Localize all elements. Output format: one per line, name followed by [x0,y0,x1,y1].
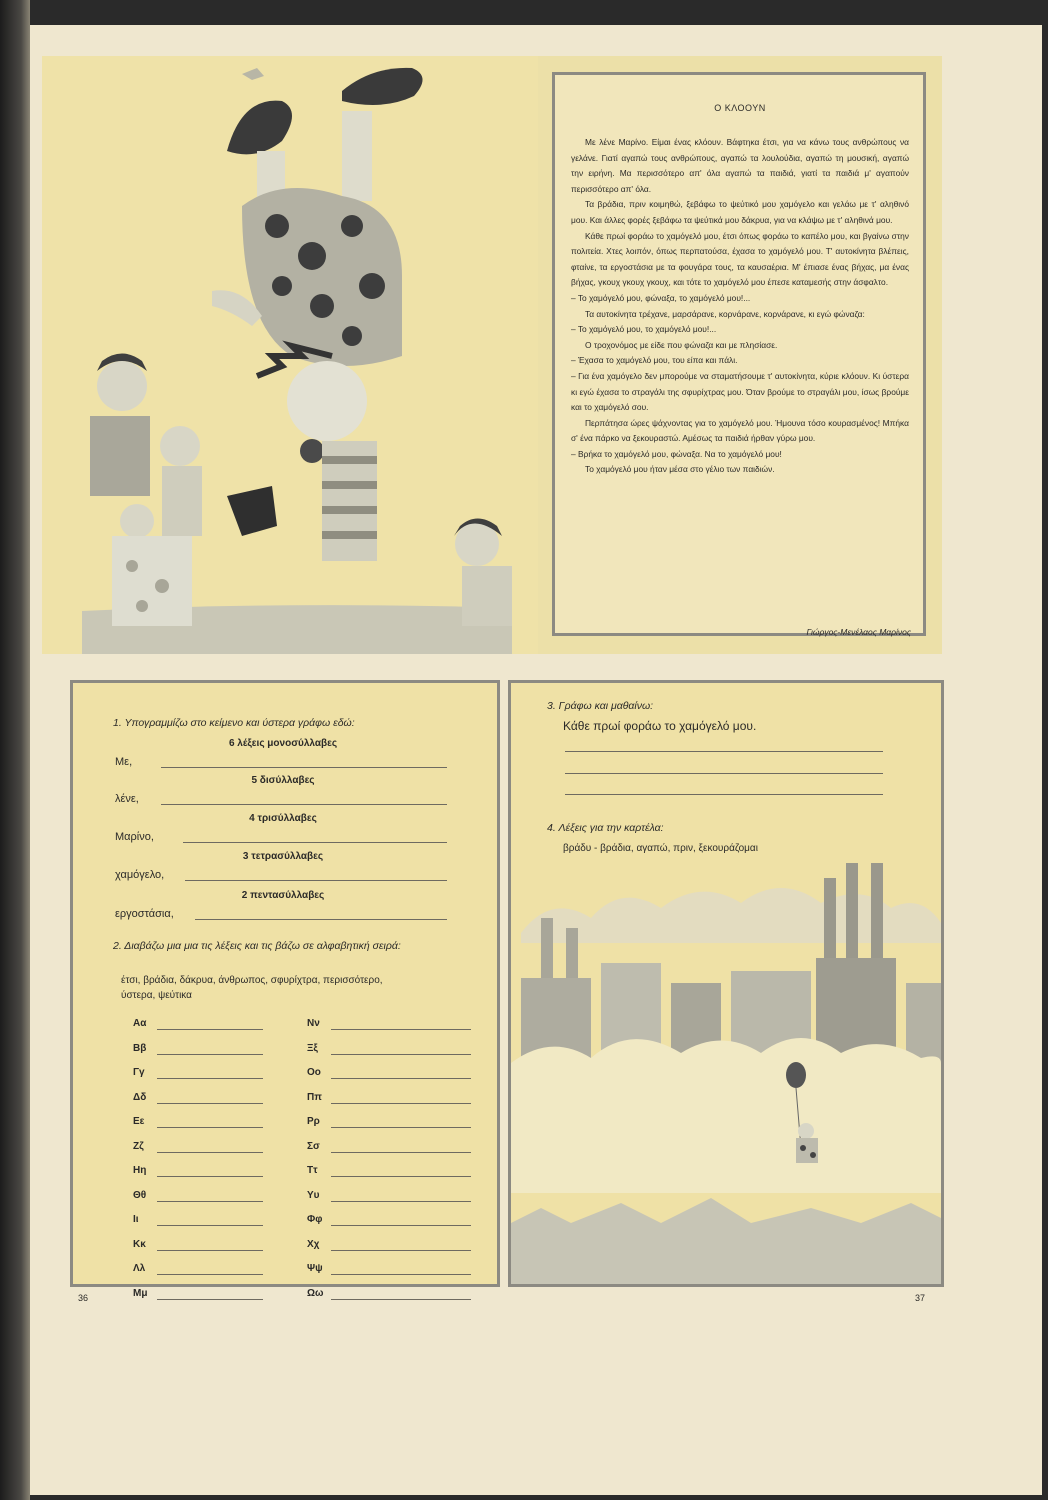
answer-line[interactable] [183,842,447,843]
exercise-box-right [508,680,944,1287]
story-panel [538,56,942,654]
alphabet-letter-left: Ιι [133,1214,139,1225]
group-word: λένε, [115,793,139,805]
writing-line[interactable] [565,773,883,774]
group-word: Με, [115,756,133,768]
child [90,416,150,496]
factory-balloon-illustration [511,863,941,1287]
alphabet-letter-left: Δδ [133,1091,147,1103]
clown-illustration [42,56,538,654]
alphabet-letter-right: Ψψ [307,1263,323,1274]
alphabet-answer-line[interactable] [331,1152,471,1153]
word-list-line-1: έτσι, βράδια, δάκρυα, άνθρωπος, σφυρίχτρα, περισσότερο, [121,975,383,986]
clown-scene-image [42,56,538,654]
alphabet-letter-left: Κκ [133,1238,146,1250]
alphabet-letter-right: Ττ [307,1165,318,1176]
alphabet-answer-line[interactable] [157,1103,263,1104]
exercise-3-sentence: Κάθε πρωί φοράω το χαμόγελό μου. [563,719,757,733]
alphabet-answer-line[interactable] [331,1274,471,1275]
exercise-1-instruction: 1. Υπογραμμίζω στο κείμενο και ύστερα γράφω εδώ: [113,717,355,729]
alphabet-answer-line[interactable] [331,1225,471,1226]
word-list-line-2: ύστερα, ψεύτικα [121,990,192,1001]
child [120,504,154,538]
alphabet-letter-left: Γγ [133,1067,145,1078]
exercise-4-instruction: 4. Λέξεις για την καρτέλα: [547,822,664,834]
alphabet-answer-line[interactable] [331,1078,471,1079]
exercise-2-instruction: 2. Διαβάζω μια μια τις λέξεις και τις βάζω σε αλφαβητική σειρά: [113,940,401,952]
alphabet-letter-left: Εε [133,1116,145,1127]
alphabet-answer-line[interactable] [157,1201,263,1202]
alphabet-letter-right: Σσ [307,1140,320,1152]
alphabet-letter-left: Αα [133,1018,147,1029]
story-paragraph: Τα βράδια, πριν κοιμηθώ, ξεβάφω το ψεύτικό μου χαμόγελο και γελάω με τ' αληθινό μου. Και άλλες φορές ξεβάφω τα ψεύτικά μου δάκρυα, για να κλάψω με τ' αληθινά μου. [571,199,909,225]
story-frame [552,72,926,636]
writing-line[interactable] [565,751,883,752]
book-binding [0,0,30,1500]
story-paragraph: Ο τροχονόμος με είδε που φώναζα και με πλησίασε. [585,339,778,350]
answer-line[interactable] [161,767,447,768]
group-heading: 4 τρισύλλαβες [249,813,317,824]
alphabet-answer-line[interactable] [157,1299,263,1300]
answer-line[interactable] [195,919,447,920]
alphabet-answer-line[interactable] [157,1250,263,1251]
story-paragraph: – Βρήκα το χαμόγελό μου, φώναξα. Να το χαμόγελό μου! [571,448,782,459]
story-paragraph: – Έχασα το χαμόγελό μου, του είπα και πάλι. [571,355,738,366]
alphabet-letter-left: Ββ [133,1042,147,1054]
alphabet-letter-left: Ζζ [133,1140,144,1152]
story-paragraph: – Το χαμόγελό μου, φώναξα, το χαμόγελό μου!... [571,292,751,303]
group-word: χαμόγελο, [115,869,165,881]
alphabet-answer-line[interactable] [157,1029,263,1030]
alphabet-letter-right: Φφ [307,1214,323,1225]
page-number-37: 37 [915,1293,926,1303]
alphabet-letter-right: Ππ [307,1091,322,1103]
story-paragraph: – Το χαμόγελό μου, το χαμόγελό μου!... [571,324,717,335]
group-heading: 5 δισύλλαβες [251,775,315,786]
alphabet-answer-line[interactable] [331,1029,471,1030]
group-word: εργοστάσια, [115,908,174,920]
alphabet-answer-line[interactable] [157,1078,263,1079]
alphabet-letter-right: Ωω [307,1287,324,1299]
alphabet-letter-right: Ρρ [307,1116,320,1127]
page-number-36: 36 [78,1293,89,1303]
exercise-3-instruction: 3. Γράφω και μαθαίνω: [547,700,654,712]
alphabet-answer-line[interactable] [157,1152,263,1153]
alphabet-answer-line[interactable] [331,1201,471,1202]
clown-leg [342,111,372,201]
group-word: Μαρίνο, [115,831,154,843]
answer-line[interactable] [161,804,447,805]
story-paragraph: Τα αυτοκίνητα τρέχανε, μαρσάρανε, κορνάρανε, κορνάρανε, κι εγώ φώναζα: [585,308,865,319]
alphabet-letter-right: Υυ [307,1189,320,1201]
alphabet-letter-right: Ξξ [307,1042,318,1054]
alphabet-answer-line[interactable] [331,1054,471,1055]
alphabet-letter-left: Θθ [133,1189,147,1201]
answer-line[interactable] [185,880,447,881]
alphabet-letter-right: Νν [307,1018,320,1029]
writing-line[interactable] [565,794,883,795]
alphabet-letter-right: Οο [307,1067,321,1078]
story-author: Γιώργος-Μενέλαος Μαρίνος [806,627,911,637]
group-heading: 3 τετρασύλλαβες [242,851,324,862]
alphabet-answer-line[interactable] [331,1103,471,1104]
clown-head [287,361,367,441]
alphabet-answer-line[interactable] [331,1299,471,1300]
alphabet-answer-line[interactable] [157,1274,263,1275]
alphabet-letter-left: Λλ [133,1263,146,1274]
child [160,426,200,466]
story-paragraph: Με λένε Μαρίνο. Είμαι ένας κλόουν. Βάφτηκα έτσι, για να κάνω τους ανθρώπους να γελάνε. Γιατί αγαπώ τους ανθρώπους, αγαπώ τα λουλούδια, αγαπώ τη μουσική, αγαπώ την ειρήνη. Μα περισσότερο απ' όλα αγαπώ τα παιδιά, γιατί τα παιδιά μ' αγαπούν περισσότερο απ' όλα. [571,137,909,194]
story-title: Ο ΚΛΟΟΥΝ [714,103,766,113]
alphabet-answer-line[interactable] [157,1225,263,1226]
exercise-4-words: βράδυ - βράδια, αγαπώ, πριν, ξεκουράζομαι [563,843,758,854]
alphabet-answer-line[interactable] [157,1127,263,1128]
alphabet-answer-line[interactable] [331,1176,471,1177]
alphabet-letter-left: Μμ [133,1287,148,1299]
alphabet-answer-line[interactable] [331,1250,471,1251]
story-paragraph: Περπάτησα ώρες ψάχνοντας για το χαμόγελό μου. Ήμουνα τόσο κουρασμένος! Μπήκα σ' ένα πάρκο να ξεκουραστώ. Αμέσως τα παιδιά ήρθαν γύρω μου. [571,417,909,444]
alphabet-answer-line[interactable] [157,1176,263,1177]
alphabet-answer-line[interactable] [157,1054,263,1055]
story-paragraph: Το χαμόγελό μου ήταν μέσα στο γέλιο των παιδιών. [585,464,775,475]
alphabet-letter-left: Ηη [133,1165,147,1176]
story-paragraph: Κάθε πρωί φοράω το χαμόγελό μου, έτσι όπως φοράω το καπέλο μου, και βγαίνω στην πολιτεία. Χτες λοιπόν, όπως περπατούσα, έχασα το χαμόγελό μου. Τ' αυτοκίνητα βλέπεις, φταίνε, τα εργοστάσια με τα φουγάρα τους, τα καυσαέρια. Μ' έπιασε ένας βήχας, μα ένας βήχας, γκουχ γκουχ γκουχ, και τότε το χαμόγελό μου έπεσε καταμεσής στην άσφαλτο. [571,230,909,288]
story-paragraph: – Για ένα χαμόγελο δεν μπορούμε να σταματήσουμε τ' αυτοκίνητα, κύριε κλόουν. Κι ύστερα κι εγώ έχασα το στραγάλι της σφυρίχτρας μου. Όταν βρούμε το στραγάλι μου, ίσως βρούμε και το χαμόγελό σου. [571,370,909,413]
alphabet-answer-line[interactable] [331,1127,471,1128]
group-heading: 2 πεντασύλλαβες [241,890,325,901]
group-heading: 6 λέξεις μονοσύλλαβες [228,738,338,749]
alphabet-letter-right: Χχ [307,1238,320,1250]
